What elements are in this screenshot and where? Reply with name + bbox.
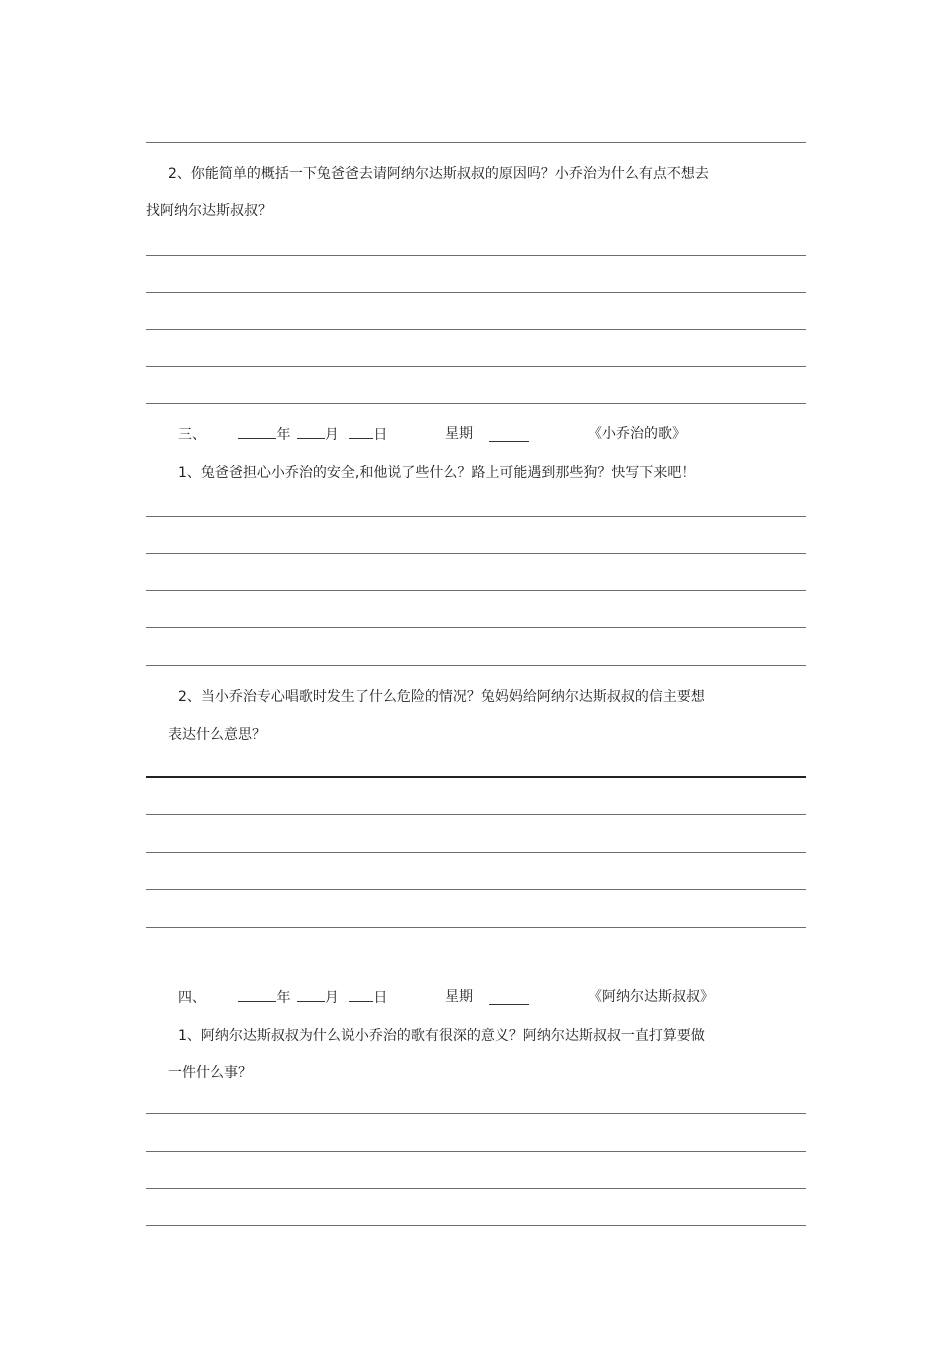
month-label: 月: [324, 990, 339, 1006]
answer-line[interactable]: [146, 889, 806, 890]
answer-line[interactable]: [146, 665, 806, 666]
question-1-line-1: 1、阿纳尔达斯叔叔为什么说小乔治的歌有很深的意义？阿纳尔达斯叔叔一直打算要做: [178, 1028, 705, 1044]
month-label: 月: [324, 427, 339, 443]
section-number: 三、: [178, 427, 206, 443]
lesson-title: 《阿纳尔达斯叔叔》: [588, 989, 714, 1005]
answer-line[interactable]: [146, 403, 806, 404]
answer-line[interactable]: [146, 553, 806, 554]
section-number: 四、: [178, 990, 206, 1006]
question-1-line-2: 一件什么事？: [168, 1065, 252, 1081]
answer-line[interactable]: [146, 329, 806, 330]
answer-line[interactable]: [146, 142, 806, 143]
year-label: 年: [276, 990, 291, 1006]
lesson-title: 《小乔治的歌》: [588, 426, 686, 442]
answer-line[interactable]: [146, 516, 806, 517]
section-4-header: [178, 988, 387, 1007]
weekday-blank[interactable]: [489, 428, 529, 442]
answer-line[interactable]: [146, 255, 806, 256]
weekday-label: 星期: [445, 989, 473, 1005]
answer-line[interactable]: [146, 814, 806, 815]
answer-line[interactable]: [146, 292, 806, 293]
question-2-line-2: 表达什么意思？: [168, 727, 266, 743]
month-blank[interactable]: [297, 988, 325, 1002]
question-2-line-1: 2、你能简单的概括一下兔爸爸去请阿纳尔达斯叔叔的原因吗？小乔治为什么有点不想去: [168, 166, 709, 182]
answer-line[interactable]: [146, 927, 806, 928]
weekday-blank[interactable]: [489, 991, 529, 1005]
answer-line[interactable]: [146, 590, 806, 591]
answer-line[interactable]: [146, 627, 806, 628]
day-label: 日: [373, 990, 388, 1006]
answer-line[interactable]: [146, 1151, 806, 1152]
question-2-line-1: 2、当小乔治专心唱歌时发生了什么危险的情况？兔妈妈给阿纳尔达斯叔叔的信主要想: [178, 689, 705, 705]
answer-line[interactable]: [146, 1225, 806, 1226]
answer-line[interactable]: [146, 1113, 806, 1114]
question-1: 1、兔爸爸担心小乔治的安全,和他说了些什么？路上可能遇到那些狗？快写下来吧！: [178, 465, 696, 481]
day-blank[interactable]: [349, 425, 373, 439]
answer-line[interactable]: [146, 776, 806, 778]
answer-line[interactable]: [146, 366, 806, 367]
section-3-header: [178, 425, 387, 444]
answer-line[interactable]: [146, 852, 806, 853]
weekday-label: 星期: [445, 426, 473, 442]
year-label: 年: [276, 427, 291, 443]
answer-line[interactable]: [146, 1188, 806, 1189]
year-blank[interactable]: [238, 988, 276, 1002]
day-blank[interactable]: [349, 988, 373, 1002]
day-label: 日: [373, 427, 388, 443]
year-blank[interactable]: [238, 425, 276, 439]
question-2-line-2: 找阿纳尔达斯叔叔？: [146, 203, 272, 219]
month-blank[interactable]: [297, 425, 325, 439]
